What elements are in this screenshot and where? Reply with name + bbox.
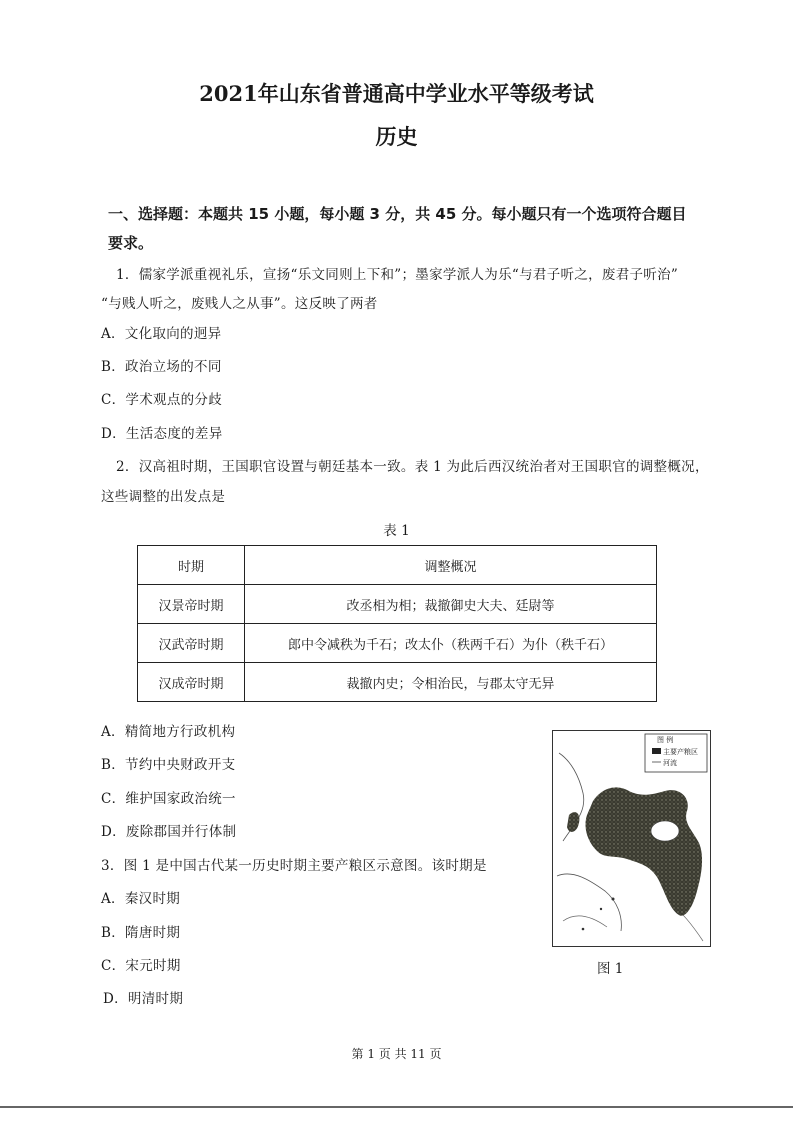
table-cell: 改丞相为相；裁撤御史大夫、廷尉等 bbox=[245, 585, 657, 624]
grain-region-map-image bbox=[553, 731, 710, 946]
q2-option-b: B．节约中央财政开支 bbox=[101, 757, 236, 773]
legend-item-grain: 主要产粮区 bbox=[663, 748, 698, 756]
table-row bbox=[138, 624, 657, 663]
question-2-text-cont: 这些调整的出发点是 bbox=[101, 489, 226, 505]
legend-title: 图 例 bbox=[657, 736, 674, 744]
q2-option-c: C．维护国家政治统一 bbox=[101, 791, 236, 807]
table-cell: 汉景帝时期 bbox=[138, 585, 245, 624]
table-header-row bbox=[138, 546, 657, 585]
q2-option-d: D．废除郡国并行体制 bbox=[101, 824, 237, 840]
table-cell: 郎中令减秩为千石；改太仆（秩两千石）为仆（秩千石） bbox=[245, 624, 657, 663]
subject-title: 历史 bbox=[375, 124, 418, 149]
question-1-text-cont: “与贱人听之，废贱人之从事”。这反映了两者 bbox=[101, 296, 378, 312]
exam-title: 2021年山东省普通高中学业水平等级考试 bbox=[199, 81, 594, 106]
q1-option-c: C．学术观点的分歧 bbox=[101, 392, 223, 408]
table-caption: 表 1 bbox=[383, 523, 410, 539]
table-1 bbox=[137, 545, 657, 702]
figure-caption: 图 1 bbox=[597, 961, 624, 977]
legend-item-river: 河流 bbox=[663, 759, 677, 767]
table-cell: 汉成帝时期 bbox=[138, 663, 245, 702]
section-heading: 一、选择题：本题共 15 小题，每小题 3 分，共 45 分。每小题只有一个选项符合题目 bbox=[108, 205, 687, 223]
q2-option-a: A．精简地方行政机构 bbox=[101, 724, 236, 740]
q1-option-b: B．政治立场的不同 bbox=[101, 359, 222, 375]
page-number: 第 1 页 共 11 页 bbox=[351, 1047, 442, 1061]
question-2-text: 2．汉高祖时期，王国职官设置与朝廷基本一致。表 1 为此后西汉统治者对王国职官的调整概况， bbox=[116, 459, 709, 475]
bottom-divider bbox=[0, 1106, 793, 1108]
table-cell: 汉武帝时期 bbox=[138, 624, 245, 663]
section-heading-cont: 要求。 bbox=[108, 234, 154, 252]
question-3-text: 3．图 1 是中国古代某一历史时期主要产粮区示意图。该时期是 bbox=[101, 858, 487, 874]
table-row bbox=[138, 585, 657, 624]
q1-option-d: D．生活态度的差异 bbox=[101, 426, 223, 442]
question-1-text: 1．儒家学派重视礼乐，宣扬“乐文同则上下和”；墨家学派人为乐“与君子听之，废君子听治” bbox=[116, 267, 679, 283]
q3-option-d: D．明清时期 bbox=[103, 991, 184, 1007]
table-header-cell: 调整概况 bbox=[245, 546, 657, 585]
q3-option-c: C．宋元时期 bbox=[101, 958, 181, 974]
figure-1-map bbox=[552, 730, 711, 947]
table-row bbox=[138, 663, 657, 702]
q3-option-b: B．隋唐时期 bbox=[101, 925, 181, 941]
table-cell: 裁撤内史；令相治民，与郡太守无异 bbox=[245, 663, 657, 702]
q1-option-a: A．文化取向的迥异 bbox=[101, 326, 222, 342]
table-header-cell: 时期 bbox=[138, 546, 245, 585]
q3-option-a: A．秦汉时期 bbox=[101, 891, 181, 907]
